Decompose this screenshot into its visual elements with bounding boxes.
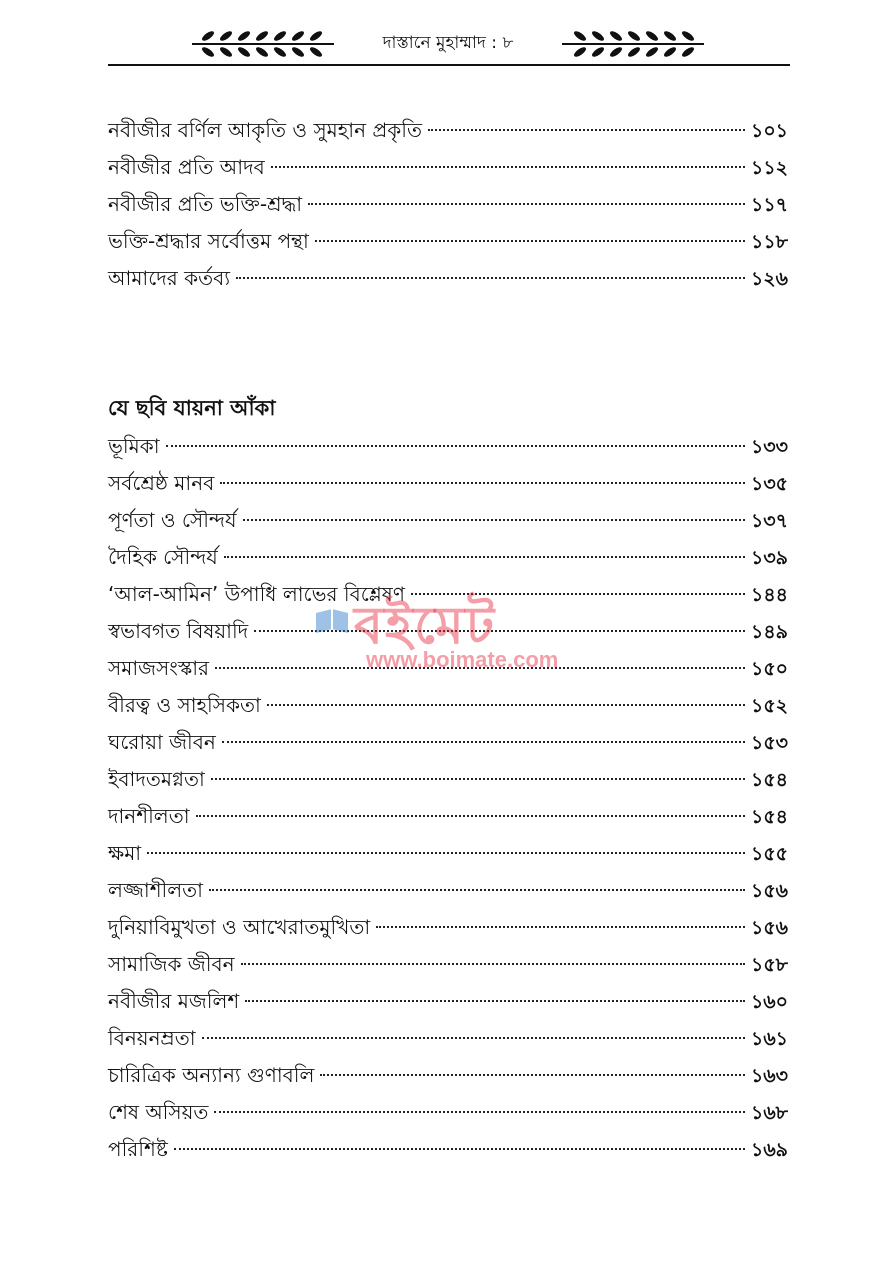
toc-entry [108,909,788,946]
toc-entry-page-number: ১১৭ [750,194,788,216]
toc-entry-page-number: ১৬১ [750,1028,788,1050]
toc-entry-title: ক্ষমা [108,841,142,865]
toc-entry-title: নবীজীর বর্ণিল আকৃতি ও সুমহান প্রকৃতি [108,118,423,142]
toc-entry [108,539,788,576]
dot-leader [428,129,745,131]
toc-entry-title: ভূমিকা [108,434,160,458]
toc-entry-page-number: ১৪৪ [751,584,788,606]
dot-leader [267,704,745,706]
toc-entry-title: দানশীলতা [108,804,190,828]
toc-entry-title: বীরত্ব ও সাহসিকতা [108,693,261,717]
toc-entry-page-number: ১৫২ [750,695,788,717]
dot-leader [211,778,745,780]
dot-leader [308,203,745,205]
toc-entry-title: পূর্ণতা ও সৌন্দর্য [108,508,237,532]
dot-leader [209,889,745,891]
toc-entry [108,428,788,465]
toc-entry-title: চারিত্রিক অন্যান্য গুণাবলি [108,1063,315,1087]
toc-entry-page-number: ১১৮ [751,231,788,253]
dot-leader [222,741,745,743]
toc-entry-title: সর্বশ্রেষ্ঠ মানব [108,471,215,495]
dot-leader [166,445,745,447]
toc-entry-page-number: ১৩৯ [750,547,788,569]
toc-entry-page-number: ১৪৯ [751,621,788,643]
toc-entry [108,1057,788,1094]
toc-entry [108,613,788,650]
toc-entry-page-number: ১৫৩ [750,732,788,754]
toc-top-list [108,112,788,297]
toc-entry [108,186,788,223]
toc-entry-title: নবীজীর মজলিশ [108,989,240,1013]
dot-leader [271,166,745,168]
section-heading: যে ছবি যায়না আঁকা [108,396,276,420]
toc-entry-page-number: ১২৬ [750,268,788,290]
toc-entry [108,1094,788,1131]
watermark-url: www.boimate.com [366,647,559,672]
dot-leader [320,1074,745,1076]
dot-leader [243,519,745,521]
toc-entry [108,983,788,1020]
toc-entry-title: দৈহিক সৌন্দর্য [108,545,218,569]
toc-entry-page-number: ১৫৮ [751,954,788,976]
header-divider [108,64,790,66]
toc-entry-title: বিনয়নম্রতা [108,1026,196,1050]
toc-entry-title: দুনিয়াবিমুখতা ও আখেরাতমুখিতা [108,915,371,939]
toc-entry [108,798,788,835]
dot-leader [245,1000,745,1002]
toc-entry [108,223,788,260]
toc-entry [108,465,788,502]
toc-entry-page-number: ১৫০ [750,658,788,680]
dot-leader [224,556,745,558]
toc-entry [108,946,788,983]
toc-entry [108,650,788,687]
dot-leader [220,482,745,484]
toc-entry-page-number: ১৬৯ [750,1139,788,1161]
toc-entry-title: ইবাদতমগ্নতা [108,767,205,791]
toc-entry-page-number: ১৬৩ [750,1065,788,1087]
toc-entry-page-number: ১৩৩ [750,436,788,458]
toc-entry [108,724,788,761]
toc-entry-title: শেষ অসিয়ত [108,1100,209,1124]
toc-entry-title: স্বভাবগত বিষয়াদি [108,619,249,643]
page-header [108,14,788,66]
dot-leader [376,926,745,928]
dot-leader [214,1111,745,1113]
toc-entry [108,835,788,872]
toc-entry [108,112,788,149]
toc-entry [108,761,788,798]
toc-entry [108,502,788,539]
toc-entry-title: নবীজীর প্রতি আদব [108,155,265,179]
toc-entry-page-number: ১৬০ [750,991,788,1013]
dot-leader [196,815,745,817]
toc-entry-title: ঘরোয়া জীবন [108,730,216,754]
toc-entry-page-number: ১১২ [750,157,788,179]
watermark-logo-text: বইমেট [354,596,497,656]
toc-entry [108,1020,788,1057]
toc-entry-page-number: ১৩৫ [750,473,788,495]
toc-entry [108,687,788,724]
toc-entry-title: নবীজীর প্রতি ভক্তি-শ্রদ্ধা [108,192,303,216]
toc-entry-page-number: ১৩৭ [750,510,788,532]
dot-leader [147,852,745,854]
toc-entry-page-number: ১৫৬ [750,917,788,939]
toc-entry-title: ‘আল-আমিন’ উপাধি লাভের বিশ্লেষণ [108,582,405,606]
toc-entry-page-number: ১৫৫ [751,843,788,865]
toc-entry-title: সামাজিক জীবন [108,952,235,976]
toc-entry-page-number: ১৫৪ [751,806,788,828]
dot-leader [236,277,745,279]
toc-entry-page-number: ১০১ [750,120,788,142]
dot-leader [202,1037,745,1039]
dot-leader [241,963,745,965]
toc-entry-title: পরিশিষ্ট [108,1137,168,1161]
running-header-title: দাস্তানে মুহাম্মাদ : ৮ [382,33,514,53]
toc-main-list [108,428,788,1168]
toc-entry-title: লজ্জাশীলতা [108,878,203,902]
toc-entry-title: সমাজসংস্কার [108,656,210,680]
toc-entry [108,576,788,613]
toc-entry-title: আমাদের কর্তব্য [108,266,231,290]
leaf-ornament-right-icon [558,22,708,62]
toc-entry [108,1131,788,1168]
toc-entry-title: ভক্তি-শ্রদ্ধার সর্বোত্তম পন্থা [108,229,309,253]
toc-entry-page-number: ১৬৮ [750,1102,788,1124]
toc-entry-page-number: ১৫৬ [750,880,788,902]
toc-entry [108,872,788,909]
dot-leader [315,240,745,242]
toc-entry-page-number: ১৫৪ [751,769,788,791]
dot-leader [254,630,745,632]
dot-leader [174,1148,745,1150]
dot-leader [411,593,745,595]
toc-entry [108,149,788,186]
dot-leader [215,667,745,669]
toc-entry [108,260,788,297]
